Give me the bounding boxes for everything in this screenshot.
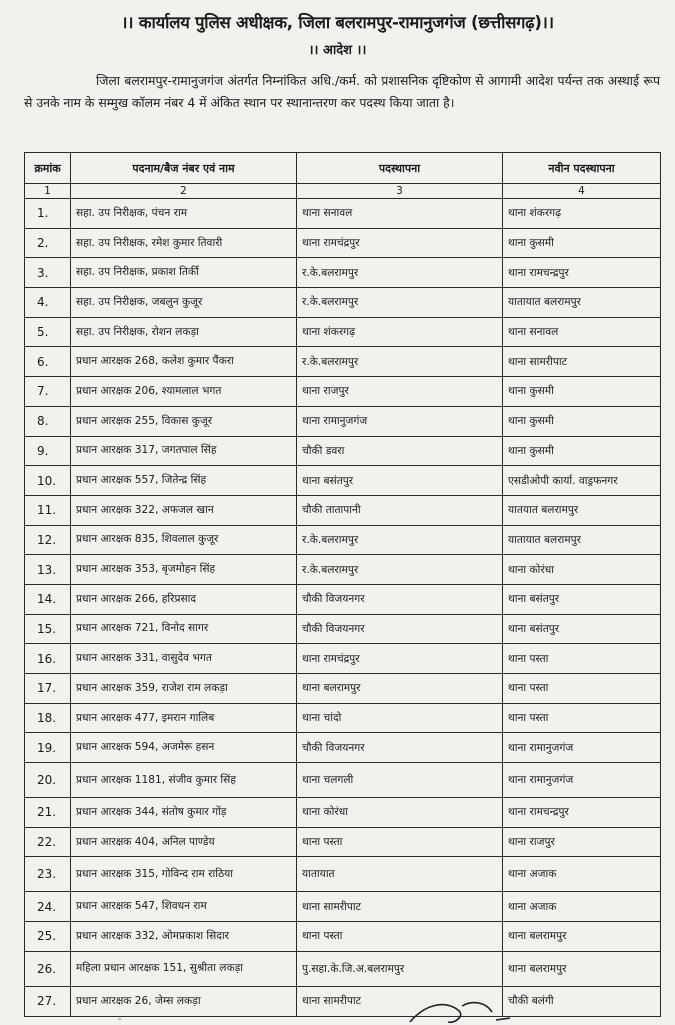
table-row xyxy=(25,827,661,857)
serial-number-cell: 23. xyxy=(25,857,71,892)
name-cell: सहा. उप निरीक्षक, पंचन राम xyxy=(71,199,297,229)
new-posting-cell: यातायात बलरामपुर xyxy=(503,288,661,318)
serial-number-cell: 9. xyxy=(25,436,71,466)
serial-number-cell: 13. xyxy=(25,555,71,585)
name-cell: सहा. उप निरीक्षक, रोशन लकड़ा xyxy=(71,317,297,347)
current-posting-cell: थाना पस्ता xyxy=(297,827,503,857)
serial-number-cell: 17. xyxy=(25,674,71,704)
name-cell: प्रधान आरक्षक 322, अफजल खान xyxy=(71,495,297,525)
table-row xyxy=(25,584,661,614)
signature-mark xyxy=(400,996,520,1024)
name-cell: सहा. उप निरीक्षक, रमेश कुमार तिवारी xyxy=(71,228,297,258)
table-row xyxy=(25,466,661,496)
table-row xyxy=(25,199,661,229)
name-cell: प्रधान आरक्षक 594, अजमेरू हसन xyxy=(71,733,297,763)
table-row xyxy=(25,798,661,828)
column-number: 4 xyxy=(503,184,661,199)
name-cell: प्रधान आरक्षक 332, ओमप्रकाश सिदार xyxy=(71,922,297,952)
current-posting-cell: चौकी विजयनगर xyxy=(297,584,503,614)
header-new-posting: नवीन पदस्थापना xyxy=(503,153,661,184)
new-posting-cell: थाना कुसमी xyxy=(503,406,661,436)
new-posting-cell: चौकी बलंगी xyxy=(503,986,661,1016)
new-posting-cell: थाना राजपुर xyxy=(503,827,661,857)
table-row xyxy=(25,644,661,674)
current-posting-cell: थाना रामानुजगंज xyxy=(297,406,503,436)
current-posting-cell: थाना कोरंधा xyxy=(297,798,503,828)
current-posting-cell: थाना रामचंद्रपुर xyxy=(297,644,503,674)
name-cell: प्रधान आरक्षक 206, श्यामलाल भगत xyxy=(71,377,297,407)
new-posting-cell: थाना रामचन्द्रपुर xyxy=(503,798,661,828)
current-posting-cell: थाना बलरामपुर xyxy=(297,674,503,704)
new-posting-cell: थाना शंकरगढ़ xyxy=(503,199,661,229)
transfer-table xyxy=(24,152,661,1017)
current-posting-cell: थाना राजपुर xyxy=(297,377,503,407)
name-cell: प्रधान आरक्षक 721, विनोद सागर xyxy=(71,614,297,644)
table-row xyxy=(25,317,661,347)
name-cell: प्रधान आरक्षक 359, राजेश राम लकड़ा xyxy=(71,674,297,704)
serial-number-cell: 7. xyxy=(25,377,71,407)
table-row xyxy=(25,892,661,922)
serial-number-cell: 1. xyxy=(25,199,71,229)
new-posting-cell: यातयात बलरामपुर xyxy=(503,495,661,525)
table-row xyxy=(25,228,661,258)
new-posting-cell: थाना कुसमी xyxy=(503,377,661,407)
current-posting-cell: थाना रामचंद्रपुर xyxy=(297,228,503,258)
serial-number-cell: 20. xyxy=(25,763,71,798)
serial-number-cell: 18. xyxy=(25,703,71,733)
new-posting-cell: थाना सामरीपाट xyxy=(503,347,661,377)
table-row xyxy=(25,555,661,585)
current-posting-cell: चौकी डवरा xyxy=(297,436,503,466)
name-cell: प्रधान आरक्षक 353, बृजमोहन सिंह xyxy=(71,555,297,585)
column-number: 1 xyxy=(25,184,71,199)
name-cell: सहा. उप निरीक्षक, प्रकाश तिर्की xyxy=(71,258,297,288)
new-posting-cell: थाना अजाक xyxy=(503,892,661,922)
serial-number-cell: 15. xyxy=(25,614,71,644)
table-row xyxy=(25,525,661,555)
name-cell: प्रधान आरक्षक 255, विकास कुजूर xyxy=(71,406,297,436)
new-posting-cell: एसडीओपी कार्या. वाड्रफनगर xyxy=(503,466,661,496)
name-cell: प्रधान आरक्षक 317, जगतपाल सिंह xyxy=(71,436,297,466)
table-row xyxy=(25,922,661,952)
new-posting-cell: थाना कुसमी xyxy=(503,436,661,466)
serial-number-cell: 21. xyxy=(25,798,71,828)
new-posting-cell: थाना पस्ता xyxy=(503,674,661,704)
table-row xyxy=(25,258,661,288)
table-row xyxy=(25,703,661,733)
order-subtitle: ।। आदेश ।। xyxy=(308,43,367,58)
current-posting-cell: चौकी विजयनगर xyxy=(297,733,503,763)
current-posting-cell: चौकी तातापानी xyxy=(297,495,503,525)
serial-number-cell: 10. xyxy=(25,466,71,496)
new-posting-cell: थाना अजाक xyxy=(503,857,661,892)
table-row xyxy=(25,763,661,798)
serial-number-cell: 25. xyxy=(25,922,71,952)
name-cell: प्रधान आरक्षक 1181, संजीव कुमार सिंह xyxy=(71,763,297,798)
new-posting-cell: थाना रामानुजगंज xyxy=(503,763,661,798)
current-posting-cell: र.के.बलरामपुर xyxy=(297,347,503,377)
current-posting-cell: र.के.बलरामपुर xyxy=(297,288,503,318)
serial-number-cell: 5. xyxy=(25,317,71,347)
name-cell: प्रधान आरक्षक 835, शिवलाल कुजूर xyxy=(71,525,297,555)
table-row xyxy=(25,347,661,377)
header-serial: क्रमांक xyxy=(25,153,71,184)
serial-number-cell: 22. xyxy=(25,827,71,857)
current-posting-cell: र.के.बलरामपुर xyxy=(297,525,503,555)
serial-number-cell: 8. xyxy=(25,406,71,436)
serial-number-cell: 2. xyxy=(25,228,71,258)
new-posting-cell: थाना रामचन्द्रपुर xyxy=(503,258,661,288)
table-row xyxy=(25,674,661,704)
serial-number-cell: 27. xyxy=(25,986,71,1016)
table-row xyxy=(25,733,661,763)
current-posting-cell: चौकी विजयनगर xyxy=(297,614,503,644)
new-posting-cell: थाना पस्ता xyxy=(503,703,661,733)
current-posting-cell: थाना सामरीपाट xyxy=(297,986,503,1016)
serial-number-cell: 11. xyxy=(25,495,71,525)
name-cell: प्रधान आरक्षक 404, अनिल पाण्डेय xyxy=(71,827,297,857)
serial-number-cell: 19. xyxy=(25,733,71,763)
column-number: 3 xyxy=(297,184,503,199)
new-posting-cell: थाना रामानुजगंज xyxy=(503,733,661,763)
current-posting-cell: यातायात xyxy=(297,857,503,892)
column-number-row xyxy=(25,184,661,199)
name-cell: प्रधान आरक्षक 344, संतोष कुमार गोंड़ xyxy=(71,798,297,828)
table-row xyxy=(25,951,661,986)
serial-number-cell: 12. xyxy=(25,525,71,555)
name-cell: प्रधान आरक्षक 477, इमरान गालिब xyxy=(71,703,297,733)
name-cell: प्रधान आरक्षक 315, गोविन्द राम राठिया xyxy=(71,857,297,892)
current-posting-cell: र.के.बलरामपुर xyxy=(297,555,503,585)
current-posting-cell: थाना बसंतपुर xyxy=(297,466,503,496)
order-intro-paragraph: जिला बलरामपुर-रामानुजगंज अंतर्गत निम्नांकित अधि./कर्म. को प्रशासनिक दृष्टिकोण से आगामी आदेश पर्यन्त तक अस्थाई रूप से उनके नाम के सम्मुख कॉलम नंबर 4 में अंकित स्थान पर स्थानान्तरण कर पदस्थ किया जाता है। xyxy=(24,73,660,110)
name-cell: प्रधान आरक्षक 26, जेम्स लकड़ा xyxy=(71,986,297,1016)
column-number: 2 xyxy=(71,184,297,199)
name-cell: सहा. उप निरीक्षक, जबलुन कुजूर xyxy=(71,288,297,318)
current-posting-cell: थाना चांदो xyxy=(297,703,503,733)
serial-number-cell: 6. xyxy=(25,347,71,377)
table-row xyxy=(25,495,661,525)
table-row xyxy=(25,986,661,1016)
current-posting-cell: पु.सहा.के.जि.अ.बलरामपुर xyxy=(297,951,503,986)
table-row xyxy=(25,614,661,644)
serial-number-cell: 26. xyxy=(25,951,71,986)
stray-mark: - xyxy=(118,1014,122,1025)
serial-number-cell: 24. xyxy=(25,892,71,922)
table-row xyxy=(25,406,661,436)
current-posting-cell: थाना चलगली xyxy=(297,763,503,798)
new-posting-cell: थाना सनावल xyxy=(503,317,661,347)
table-row xyxy=(25,377,661,407)
office-title: ।। कार्यालय पुलिस अधीक्षक, जिला बलरामपुर-रामानुजगंज (छत्तीसगढ़)।। xyxy=(121,13,554,32)
name-cell: प्रधान आरक्षक 557, जितेन्द्र सिंह xyxy=(71,466,297,496)
new-posting-cell: थाना बलरामपुर xyxy=(503,951,661,986)
table-row xyxy=(25,436,661,466)
new-posting-cell: थाना बसंतपुर xyxy=(503,614,661,644)
name-cell: प्रधान आरक्षक 547, शिवधन राम xyxy=(71,892,297,922)
serial-number-cell: 4. xyxy=(25,288,71,318)
name-cell: प्रधान आरक्षक 266, हरिप्रसाद xyxy=(71,584,297,614)
current-posting-cell: थाना पस्ता xyxy=(297,922,503,952)
name-cell: प्रधान आरक्षक 331, वासुदेव भगत xyxy=(71,644,297,674)
current-posting-cell: र.के.बलरामपुर xyxy=(297,258,503,288)
current-posting-cell: थाना सामरीपाट xyxy=(297,892,503,922)
name-cell: महिला प्रधान आरक्षक 151, सुश्रीता लकड़ा xyxy=(71,951,297,986)
current-posting-cell: थाना शंकरगढ़ xyxy=(297,317,503,347)
transfer-table-body xyxy=(25,199,661,1017)
header-current-posting: पदस्थापना xyxy=(297,153,503,184)
new-posting-cell: थाना कोरंधा xyxy=(503,555,661,585)
new-posting-cell: थाना कुसमी xyxy=(503,228,661,258)
new-posting-cell: यातायात बलरामपुर xyxy=(503,525,661,555)
table-row xyxy=(25,857,661,892)
table-row xyxy=(25,288,661,318)
table-header-row xyxy=(25,153,661,184)
header-name: पदनाम/बैज नंबर एवं नाम xyxy=(71,153,297,184)
new-posting-cell: थाना बसंतपुर xyxy=(503,584,661,614)
serial-number-cell: 3. xyxy=(25,258,71,288)
current-posting-cell: थाना सनावल xyxy=(297,199,503,229)
new-posting-cell: थाना पस्ता xyxy=(503,644,661,674)
serial-number-cell: 14. xyxy=(25,584,71,614)
serial-number-cell: 16. xyxy=(25,644,71,674)
name-cell: प्रधान आरक्षक 268, कलेश कुमार पैंकरा xyxy=(71,347,297,377)
new-posting-cell: थाना बलरामपुर xyxy=(503,922,661,952)
